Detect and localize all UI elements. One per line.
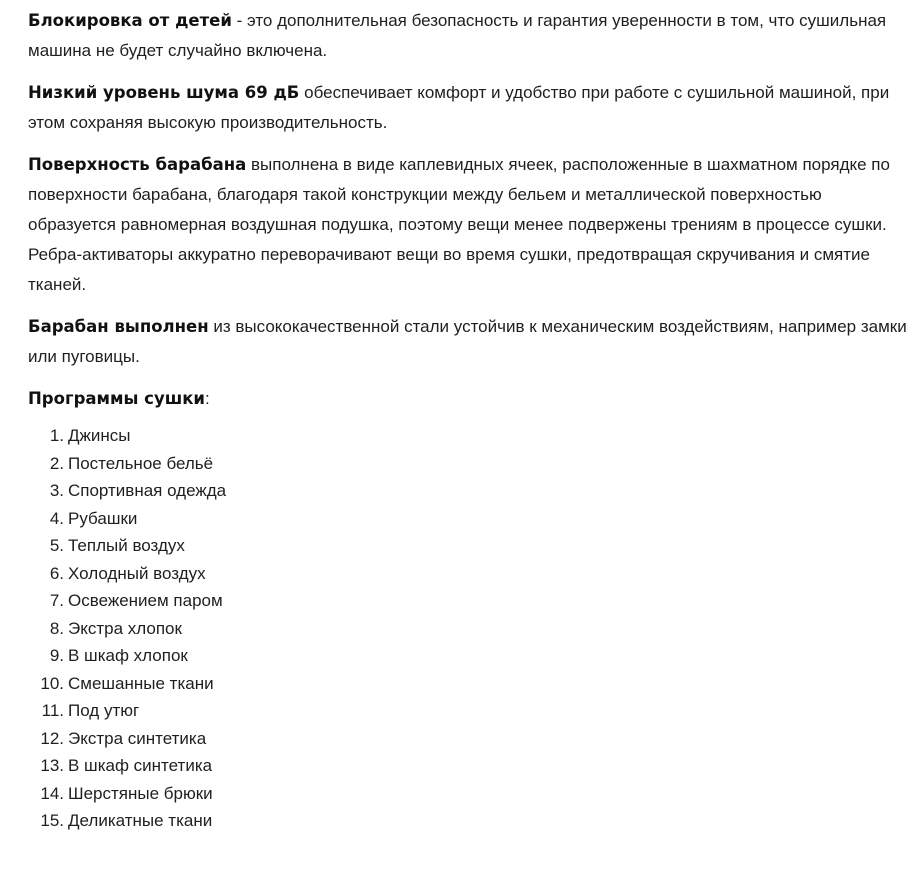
list-item-number: 8. (49, 618, 64, 638)
list-item (28, 505, 908, 533)
list-item-label: Постельное бельё (68, 453, 214, 473)
list-item-number: 14. (40, 783, 64, 803)
list-item (28, 477, 908, 505)
list-item (28, 642, 908, 670)
list-item-number: 7. (49, 591, 64, 610)
list-item (28, 615, 908, 643)
programs-list (28, 422, 908, 835)
list-item (28, 587, 908, 615)
programs-heading-title: Программы сушки (28, 389, 205, 408)
list-item (28, 560, 908, 588)
list-item (28, 780, 908, 808)
list-item-label: Холодный воздух (68, 563, 206, 583)
programs-heading-colon: : (204, 389, 210, 408)
drum-surface-title: Поверхность барабана (28, 155, 247, 174)
list-item-label: Экстра синтетика (68, 728, 207, 748)
list-item-label: Под утюг (68, 701, 140, 720)
list-item (28, 807, 908, 835)
list-item-label: Шерстяные брюки (68, 783, 213, 803)
drum-material-text: из высококачественной стали устойчив к механическим воздействиям, например замки или пуговицы. (28, 317, 907, 366)
drum-material-title: Барабан выполнен (28, 317, 209, 336)
list-item-number: 13. (40, 756, 64, 775)
list-item-number: 9. (49, 646, 64, 665)
list-item-number: 4. (49, 508, 64, 528)
list-item-label: Теплый воздух (68, 536, 185, 555)
list-item-number: 1. (49, 426, 64, 445)
list-item-number: 15. (40, 811, 64, 830)
list-item-number: 5. (49, 536, 64, 555)
list-item-label: Смешанные ткани (68, 673, 214, 693)
child-lock-paragraph (28, 6, 908, 66)
list-item (28, 450, 908, 478)
list-item-number: 6. (49, 563, 64, 583)
drum-surface-paragraph (28, 150, 908, 300)
list-item (28, 725, 908, 753)
list-item-label: Экстра хлопок (68, 618, 182, 638)
programs-heading (28, 384, 908, 414)
list-item-number: 2. (49, 453, 64, 473)
child-lock-title: Блокировка от детей (28, 11, 232, 30)
list-item (28, 670, 908, 698)
drum-material-paragraph (28, 312, 908, 372)
drum-surface-text: выполнена в виде каплевидных ячеек, расположенные в шахматном порядке по поверхности барабана, благодаря такой конструкции между бельем и металлической поверхностью образуется равномерная воздушная подушка, поэтому вещи менее подвержены трениям в процессе сушки. Ребра-активаторы аккуратно переворачивают вещи во время сушки, предотвращая скручивания и смятие тканей. (28, 155, 890, 294)
list-item-label: Джинсы (68, 426, 131, 445)
list-item (28, 752, 908, 780)
list-item-label: Спортивная одежда (68, 481, 227, 500)
list-item-label: В шкаф синтетика (68, 756, 213, 775)
noise-level-paragraph (28, 78, 908, 138)
child-lock-text: - это дополнительная безопасность и гарантия уверенности в том, что сушильная машина не будет случайно включена. (28, 11, 887, 60)
list-item-number: 10. (40, 673, 64, 693)
list-item-label: В шкаф хлопок (68, 646, 188, 665)
list-item-label: Освежением паром (68, 591, 223, 610)
noise-level-text: обеспечивает комфорт и удобство при работе с сушильной машиной, при этом сохраняя высокую производительность. (28, 83, 890, 132)
list-item-number: 11. (41, 701, 64, 720)
list-item-number: 3. (49, 481, 64, 500)
list-item (28, 532, 908, 560)
noise-level-title: Низкий уровень шума 69 дБ (28, 83, 300, 102)
list-item-number: 12. (40, 728, 64, 748)
list-item (28, 422, 908, 450)
list-item-label: Рубашки (68, 508, 138, 528)
list-item-label: Деликатные ткани (68, 811, 213, 830)
list-item (28, 697, 908, 725)
